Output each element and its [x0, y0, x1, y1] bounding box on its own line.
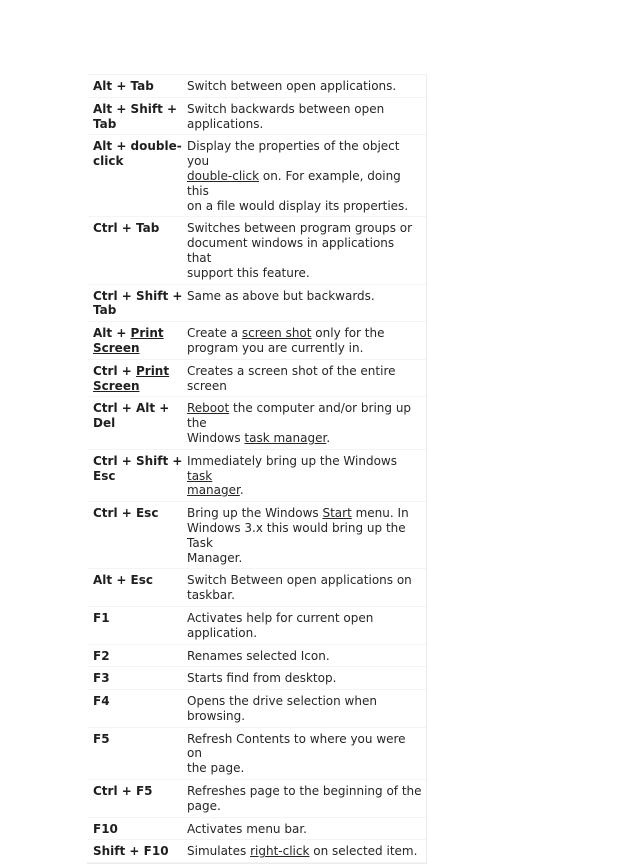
shortcut-key-link[interactable]: Print Screen [93, 326, 164, 355]
table-row [87, 727, 426, 779]
shortcut-description-cell [187, 727, 426, 779]
shortcut-description-cell [187, 690, 426, 728]
table-row [87, 135, 426, 217]
shortcut-description [187, 401, 422, 445]
shortcut-description [187, 326, 422, 356]
shortcut-key-text: Ctrl + Tab [93, 221, 160, 236]
shortcut-keys-cell [87, 667, 187, 690]
shortcut-keys [93, 573, 187, 588]
shortcut-key-text: Alt + Esc [93, 573, 153, 588]
shortcut-key-text: Ctrl + Alt + Del [93, 401, 170, 431]
shortcut-keys-cell [87, 97, 187, 135]
shortcut-keys [93, 221, 187, 236]
shortcut-key-text: Ctrl + Esc [93, 506, 159, 521]
shortcuts-table-container [87, 74, 427, 864]
shortcut-keys-cell [87, 217, 187, 284]
shortcut-description [187, 102, 422, 132]
description-link[interactable]: double-click [187, 168, 260, 183]
shortcut-key-text: Alt + [93, 326, 131, 341]
shortcut-key-text: Alt + Shift + Tab [93, 101, 178, 131]
description-text: Switches between program groups or document windows in applications that support this feature. [187, 221, 413, 280]
shortcut-description-cell [187, 667, 426, 690]
shortcut-description [187, 671, 422, 686]
shortcut-keys-cell [87, 780, 187, 818]
shortcut-key-link[interactable]: Print Screen [93, 363, 170, 393]
table-row [87, 606, 426, 644]
description-text: Refreshes page to the beginning of the page. [187, 784, 422, 813]
shortcut-description [187, 454, 422, 498]
shortcut-description-cell [187, 97, 426, 135]
description-text: Same as above but backwards. [187, 288, 375, 303]
description-text: . [239, 483, 244, 498]
description-text: . [326, 430, 331, 445]
shortcut-keys [93, 289, 187, 319]
shortcut-key-text: F5 [93, 731, 110, 746]
shortcut-keys [93, 102, 187, 132]
shortcut-keys-cell [87, 606, 187, 644]
table-row [87, 284, 426, 322]
description-link[interactable]: task manager [244, 430, 327, 445]
shortcut-keys [93, 649, 187, 664]
table-row [87, 449, 426, 501]
shortcut-description-cell [187, 397, 426, 449]
shortcut-keys [93, 401, 187, 431]
shortcut-description-cell [187, 569, 426, 607]
description-text: Activates menu bar. [187, 821, 307, 836]
shortcut-keys [93, 822, 187, 837]
description-link[interactable]: right-click [250, 844, 310, 859]
shortcut-description-cell [187, 322, 426, 360]
description-text: Switch between open applications. [187, 79, 397, 93]
description-text: Switch backwards between open applications. [187, 101, 385, 131]
shortcut-description-cell [187, 644, 426, 667]
shortcut-description-cell [187, 817, 426, 840]
shortcut-description [187, 79, 422, 94]
shortcut-keys [93, 506, 187, 521]
description-text: menu. In Windows 3.x this would bring up the Task Manager. [187, 506, 409, 565]
description-text: Refresh Contents to where you were on the page. [187, 731, 406, 776]
shortcut-description-cell [187, 606, 426, 644]
table-row [87, 75, 426, 97]
shortcut-description [187, 506, 422, 565]
table-row [87, 817, 426, 840]
shortcut-key-text: Ctrl + Shift + Esc [93, 453, 183, 483]
shortcut-keys-cell [87, 569, 187, 607]
shortcut-keys-cell [87, 322, 187, 360]
shortcut-keys [93, 844, 187, 859]
shortcut-description-cell [187, 284, 426, 322]
table-row [87, 667, 426, 690]
shortcut-keys-cell [87, 449, 187, 501]
table-row [87, 502, 426, 569]
shortcut-keys [93, 139, 187, 169]
table-row [87, 397, 426, 449]
shortcut-keys [93, 732, 187, 747]
description-text: Switch Between open applications on taskbar. [187, 573, 412, 603]
description-link[interactable]: screen shot [241, 326, 312, 341]
shortcut-keys-cell [87, 727, 187, 779]
shortcut-description [187, 573, 422, 603]
description-text: on selected item. [309, 844, 418, 859]
shortcut-keys [93, 611, 187, 626]
shortcut-description-cell [187, 840, 426, 863]
shortcut-description-cell [187, 449, 426, 501]
description-text: Starts find from desktop. [187, 671, 337, 686]
description-text: only for the program you are currently in. [187, 326, 385, 355]
shortcut-key-text: F1 [93, 610, 110, 625]
description-text: Bring up the Windows [187, 506, 323, 521]
description-text: Renames selected Icon. [187, 648, 330, 663]
shortcut-keys [93, 454, 187, 484]
shortcut-keys [93, 784, 187, 799]
shortcut-description [187, 611, 422, 641]
shortcut-description-cell [187, 217, 426, 284]
shortcut-keys [93, 671, 187, 686]
shortcut-key-text: F4 [93, 694, 110, 709]
table-row [87, 690, 426, 728]
shortcut-description [187, 822, 422, 837]
description-text: the computer and/or bring up the Windows [187, 401, 412, 445]
shortcut-description-cell [187, 135, 426, 217]
shortcut-keys-cell [87, 817, 187, 840]
description-text: on. For example, doing this on a file would display its properties. [187, 168, 409, 213]
description-text: Create a [187, 326, 242, 341]
table-row [87, 840, 426, 863]
shortcut-description [187, 364, 422, 394]
shortcut-description-cell [187, 780, 426, 818]
shortcut-keys-cell [87, 502, 187, 569]
description-link[interactable]: task manager [187, 468, 240, 498]
description-link[interactable]: Reboot [187, 401, 230, 416]
shortcut-description [187, 784, 422, 814]
shortcut-description [187, 139, 422, 213]
shortcut-keys [93, 79, 187, 94]
shortcut-key-text: Ctrl + Shift + Tab [93, 288, 183, 318]
shortcut-keys [93, 326, 187, 356]
table-row [87, 644, 426, 667]
table-row [87, 97, 426, 135]
description-text: Opens the drive selection when browsing. [187, 694, 377, 723]
shortcut-key-text: Ctrl + F5 [93, 784, 153, 799]
table-row [87, 322, 426, 360]
shortcut-key-text: F10 [93, 821, 118, 836]
shortcut-key-text: F3 [93, 671, 110, 686]
description-text: Immediately bring up the Windows [187, 453, 397, 468]
shortcut-description [187, 221, 422, 280]
shortcut-description [187, 844, 422, 859]
shortcut-key-text: F2 [93, 648, 110, 663]
shortcut-keys-cell [87, 135, 187, 217]
description-link[interactable]: Start [322, 506, 352, 521]
table-row [87, 780, 426, 818]
table-row [87, 359, 426, 397]
shortcut-keys [93, 694, 187, 709]
shortcut-key-text: Alt + Tab [93, 79, 154, 93]
shortcut-key-text: Ctrl + [93, 363, 136, 378]
description-text: Creates a screen shot of the entire screen [187, 363, 396, 393]
shortcut-description-cell [187, 502, 426, 569]
shortcuts-table-body [87, 75, 426, 863]
table-row [87, 569, 426, 607]
shortcut-keys-cell [87, 75, 187, 97]
shortcut-keys-cell [87, 359, 187, 397]
shortcut-keys-cell [87, 840, 187, 863]
shortcut-description-cell [187, 75, 426, 97]
shortcut-description [187, 649, 422, 664]
shortcut-description-cell [187, 359, 426, 397]
shortcut-description [187, 694, 422, 724]
shortcuts-table [87, 75, 426, 863]
shortcut-description [187, 289, 422, 304]
shortcut-keys-cell [87, 690, 187, 728]
description-text: Display the properties of the object you [187, 139, 400, 169]
shortcut-keys-cell [87, 284, 187, 322]
description-text: Simulates [187, 844, 251, 859]
shortcut-keys-cell [87, 644, 187, 667]
description-text: Activates help for current open application. [187, 610, 374, 640]
shortcut-keys-cell [87, 397, 187, 449]
shortcut-description [187, 732, 422, 776]
shortcut-key-text: Shift + F10 [93, 844, 169, 859]
shortcut-keys [93, 364, 187, 394]
table-row [87, 217, 426, 284]
shortcut-key-text: Alt + double- click [93, 139, 182, 169]
